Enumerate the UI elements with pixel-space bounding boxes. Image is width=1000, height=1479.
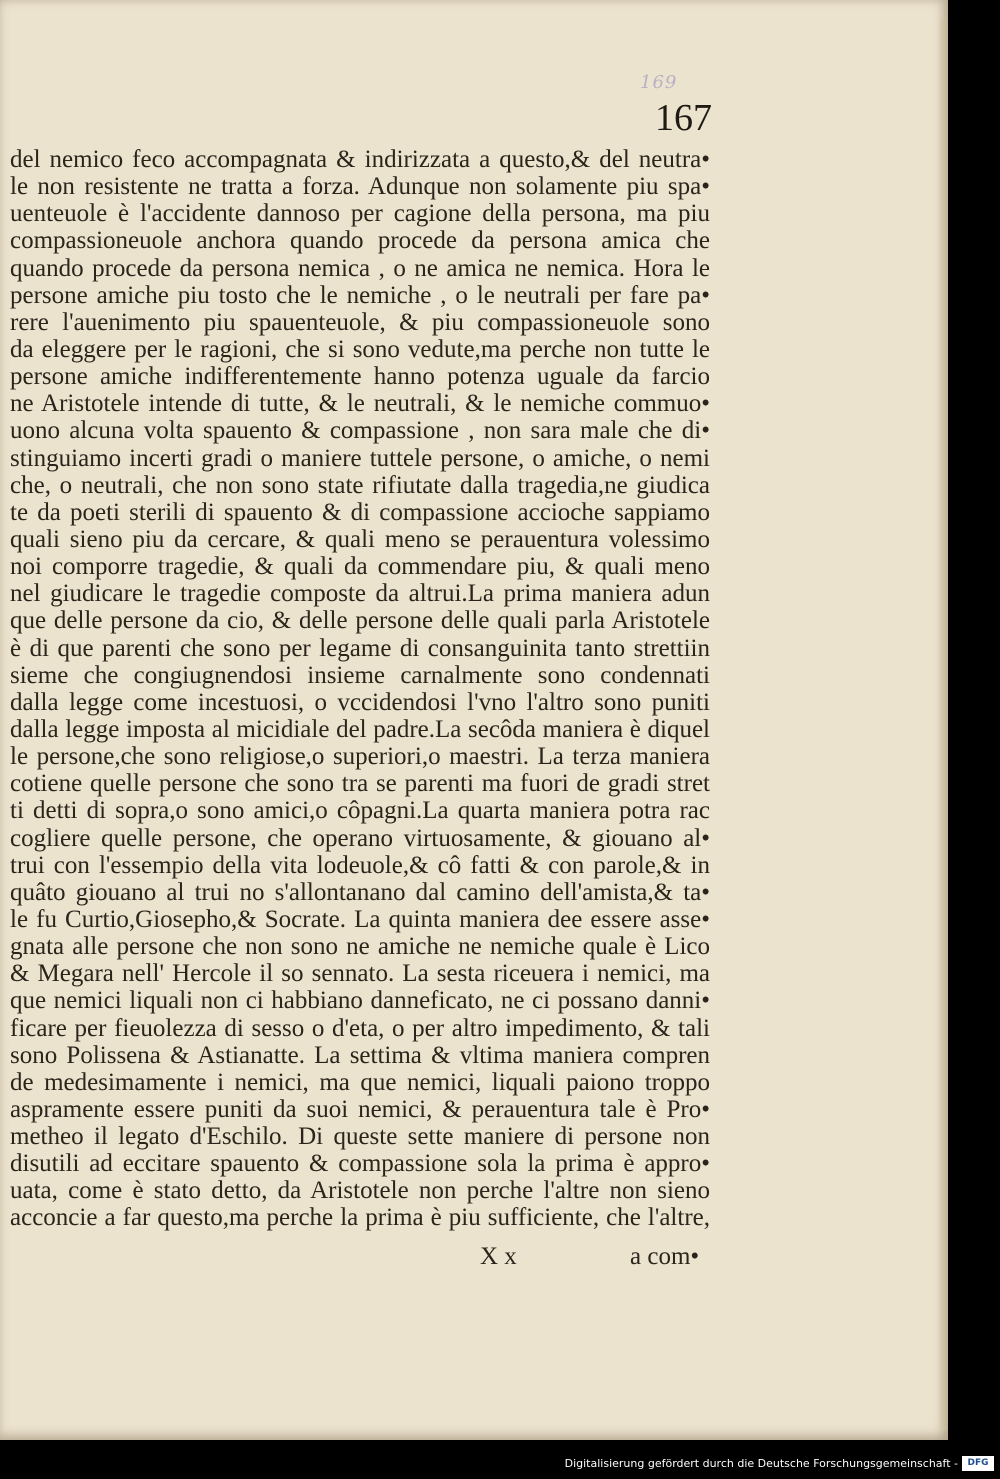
text-line: cotiene quelle persone che sono tra se parenti ma fuori de gradi stret bbox=[10, 770, 710, 798]
text-line: uono alcuna volta spauento & compassione , non sara male che di• bbox=[10, 417, 710, 445]
text-line: compassioneuole anchora quando procede da persona amica che bbox=[10, 227, 710, 255]
text-line: quali sieno piu da cercare, & quali meno se perauentura volessimo bbox=[10, 525, 710, 553]
text-line: stinguiamo incerti gradi o maniere tuttele persone, o amiche, o nemi bbox=[10, 444, 710, 472]
text-line: le fu Curtio,Giosepho,& Socrate. La quinta maniera dee essere asse• bbox=[10, 905, 710, 933]
text-line: uenteuole è l'accidente dannoso per cagione della persona, ma piu bbox=[10, 200, 710, 228]
page-edge bbox=[940, 20, 948, 1430]
text-line: dalla legge imposta al micidiale del padre.La secôda maniera è diquel bbox=[10, 715, 710, 743]
text-line: & Megara nell' Hercole il so sennato. La sesta riceuera i nemici, ma bbox=[10, 960, 710, 988]
catchword: a com• bbox=[630, 1243, 700, 1270]
text-line: noi comporre tragedie, & quali da commendare piu, & quali meno bbox=[10, 553, 710, 581]
text-line: ne Aristotele intende di tutte, & le neutrali, & le nemiche commuo• bbox=[10, 390, 710, 418]
handwritten-folio-number: 169 bbox=[640, 72, 678, 93]
text-line: persone amiche indifferentemente hanno potenza uguale da farcio bbox=[10, 363, 710, 391]
footer-banner bbox=[0, 1452, 1000, 1479]
footer-credit: Digitalisierung gefördert durch die Deutsche Forschungsgemeinschaft - bbox=[564, 1457, 958, 1470]
text-line: dalla legge come incestuosi, o vccidendosi l'vno l'altro sono puniti bbox=[10, 688, 710, 716]
text-line: persone amiche piu tosto che le nemiche , o le neutrali per fare pa• bbox=[10, 281, 710, 309]
text-line: da eleggere per le ragioni, che si sono vedute,ma perche non tutte le bbox=[10, 335, 710, 363]
text-line: de medesimamente i nemici, ma que nemici, liquali paiono troppo bbox=[10, 1068, 710, 1096]
text-line: cogliere quelle persone, che operano virtuosamente, & giouano al• bbox=[10, 824, 710, 852]
text-line: gnata alle persone che non sono ne amiche ne nemiche quale è Lico bbox=[10, 933, 710, 961]
text-line: quando procede da persona nemica , o ne amica ne nemica. Hora le bbox=[10, 254, 710, 282]
text-line: è di que parenti che sono per legame di consanguinita tanto strettiin bbox=[10, 634, 710, 662]
text-line: disutili ad eccitare spauento & compassione sola la prima è appro• bbox=[10, 1150, 710, 1178]
text-line: trui con l'essempio della vita lodeuole,& cô fatti & con parole,& in bbox=[10, 851, 710, 879]
text-line: acconcie a far questo,ma perche la prima è piu sufficiente, che l'altre, bbox=[10, 1204, 710, 1232]
dfg-logo: DFG bbox=[962, 1456, 994, 1471]
text-line: te da poeti sterili di spauento & di compassione accioche sappiamo bbox=[10, 498, 710, 526]
signature-mark: X x bbox=[480, 1243, 517, 1270]
body-text bbox=[10, 146, 710, 1232]
text-line: que nemici liquali non ci habbiano danneficato, ne ci possano danni• bbox=[10, 987, 710, 1015]
text-line: metheo il legato d'Eschilo. Di queste sette maniere di persone non bbox=[10, 1123, 710, 1151]
text-line: nel giudicare le tragedie composte da altrui.La prima maniera adun bbox=[10, 580, 710, 608]
text-line: que delle persone da cio, & delle persone delle quali parla Aristotele bbox=[10, 607, 710, 635]
text-line: sono Polissena & Astianatte. La settima & vltima maniera compren bbox=[10, 1041, 710, 1069]
page-number: 167 bbox=[655, 97, 712, 139]
text-line: rere l'auenimento piu spauenteuole, & piu compassioneuole sono bbox=[10, 308, 710, 336]
text-line: del nemico feco accompagnata & indirizzata a questo,& del neutra• bbox=[10, 146, 710, 173]
text-line: le non resistente ne tratta a forza. Adunque non solamente piu spa• bbox=[10, 173, 710, 201]
text-line: ti detti di sopra,o sono amici,o côpagni.La quarta maniera potra rac bbox=[10, 797, 710, 825]
page-footer bbox=[480, 1243, 710, 1271]
text-line: le persone,che sono religiose,o superiori,o maestri. La terza maniera bbox=[10, 743, 710, 771]
text-line: ficare per fieuolezza di sesso o d'eta, o per altro impedimento, & tali bbox=[10, 1014, 710, 1042]
text-line: uata, come è stato detto, da Aristotele non perche l'altre non sieno bbox=[10, 1177, 710, 1205]
text-line: che, o neutrali, che non sono state rifiutate dalla tragedia,ne giudica bbox=[10, 471, 710, 499]
text-line: quâto giouano al trui no s'allontanano dal camino dell'amista,& ta• bbox=[10, 878, 710, 906]
text-line: aspramente essere puniti da suoi nemici, & perauentura tale è Pro• bbox=[10, 1095, 710, 1123]
text-line: sieme che congiugnendosi insieme carnalmente sono condennati bbox=[10, 661, 710, 689]
